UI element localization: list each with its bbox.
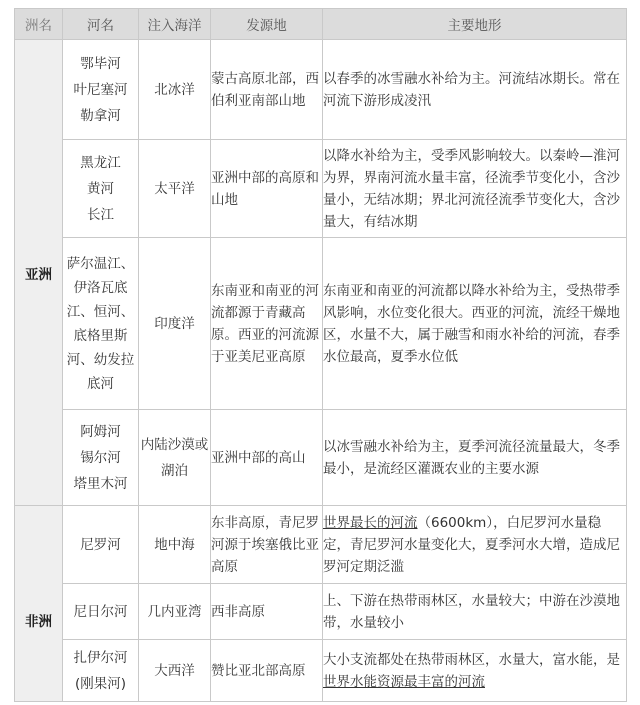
river-name: 鄂毕河 (80, 55, 121, 72)
ocean-cell: 大西洋 (139, 640, 211, 702)
ocean-cell: 北冰洋 (139, 40, 211, 140)
landform-cell (323, 640, 627, 702)
table-row (15, 40, 627, 140)
header-continent: 洲名 (15, 9, 63, 40)
source-cell: 亚洲中部的高山 (211, 410, 323, 506)
landform-highlight: 世界最长的河流 (323, 514, 418, 531)
header-river: 河名 (63, 9, 139, 40)
river-name: 叶尼塞河 (73, 81, 128, 98)
river-name: 塔里木河 (73, 475, 128, 492)
river-name: 阿姆河 (80, 423, 121, 440)
river-name: 扎伊尔河 (73, 649, 128, 666)
landform-text: 大小支流都处在热带雨林区，水量大，富水能，是 (323, 651, 620, 668)
river-cell (63, 140, 139, 238)
river-cell: 尼日尔河 (63, 584, 139, 640)
landform-cell: 上、下游在热带雨林区，水量较大；中游在沙漠地带，水量较小 (323, 584, 627, 640)
river-cell: 尼罗河 (63, 506, 139, 584)
table-row (15, 584, 627, 640)
ocean-cell: 几内亚湾 (139, 584, 211, 640)
landform-cell: 以春季的冰雪融水补给为主。河流结冰期长。常在河流下游形成凌汛 (323, 40, 627, 140)
header-landform: 主要地形 (323, 9, 627, 40)
table-row (15, 140, 627, 238)
continent-asia: 亚洲 (15, 40, 63, 506)
landform-cell (323, 506, 627, 584)
source-cell: 东南亚和南亚的河流都源于青藏高原。西亚的河流源于亚美尼亚高原 (211, 238, 323, 410)
river-name: 勒拿河 (80, 107, 121, 124)
source-cell: 东非高原，青尼罗河源于埃塞俄比亚高原 (211, 506, 323, 584)
table-row (15, 410, 627, 506)
landform-cell: 以冰雪融水补给为主，夏季河流径流量最大，冬季最小，是流经区灌溉农业的主要水源 (323, 410, 627, 506)
source-cell: 赞比亚北部高原 (211, 640, 323, 702)
landform-cell: 以降水补给为主，受季风影响较大。以秦岭—淮河为界，界南河流水量丰富，径流季节变化小，含沙量小，无结冰期；界北河流径流季节变化大，含沙量大，有结冰期 (323, 140, 627, 238)
river-cell: 萨尔温江、伊洛瓦底江、恒河、底格里斯河、幼发拉底河 (63, 238, 139, 410)
river-name: (刚果河) (74, 675, 127, 692)
river-name: 长江 (87, 206, 114, 223)
source-cell: 西非高原 (211, 584, 323, 640)
ocean-cell: 太平洋 (139, 140, 211, 238)
table-row (15, 640, 627, 702)
ocean-cell: 内陆沙漠或湖泊 (139, 410, 211, 506)
table-row (15, 238, 627, 410)
header-ocean: 注入海洋 (139, 9, 211, 40)
continent-africa: 非洲 (15, 506, 63, 702)
rivers-table (14, 8, 627, 702)
river-cell (63, 410, 139, 506)
header-row (15, 9, 627, 40)
landform-text: （6600km），白尼罗河水量稳定，青尼罗河水量变化大，夏季河水大增，造成尼罗河定期泛滥 (323, 514, 620, 575)
river-name: 锡尔河 (80, 449, 121, 466)
river-cell (63, 640, 139, 702)
source-cell: 蒙古高原北部，西伯利亚南部山地 (211, 40, 323, 140)
ocean-cell: 印度洋 (139, 238, 211, 410)
header-source: 发源地 (211, 9, 323, 40)
source-cell: 亚洲中部的高原和山地 (211, 140, 323, 238)
landform-cell: 东南亚和南亚的河流都以降水补给为主，受热带季风影响，水位变化很大。西亚的河流，流经干燥地区，水量不大，属于融雪和雨水补给的河流，春季水位最高，夏季水位低 (323, 238, 627, 410)
ocean-cell: 地中海 (139, 506, 211, 584)
river-name: 黄河 (87, 180, 114, 197)
river-name: 黑龙江 (80, 154, 121, 171)
landform-highlight: 世界水能资源最丰富的河流 (323, 673, 485, 690)
table-row (15, 506, 627, 584)
river-cell (63, 40, 139, 140)
